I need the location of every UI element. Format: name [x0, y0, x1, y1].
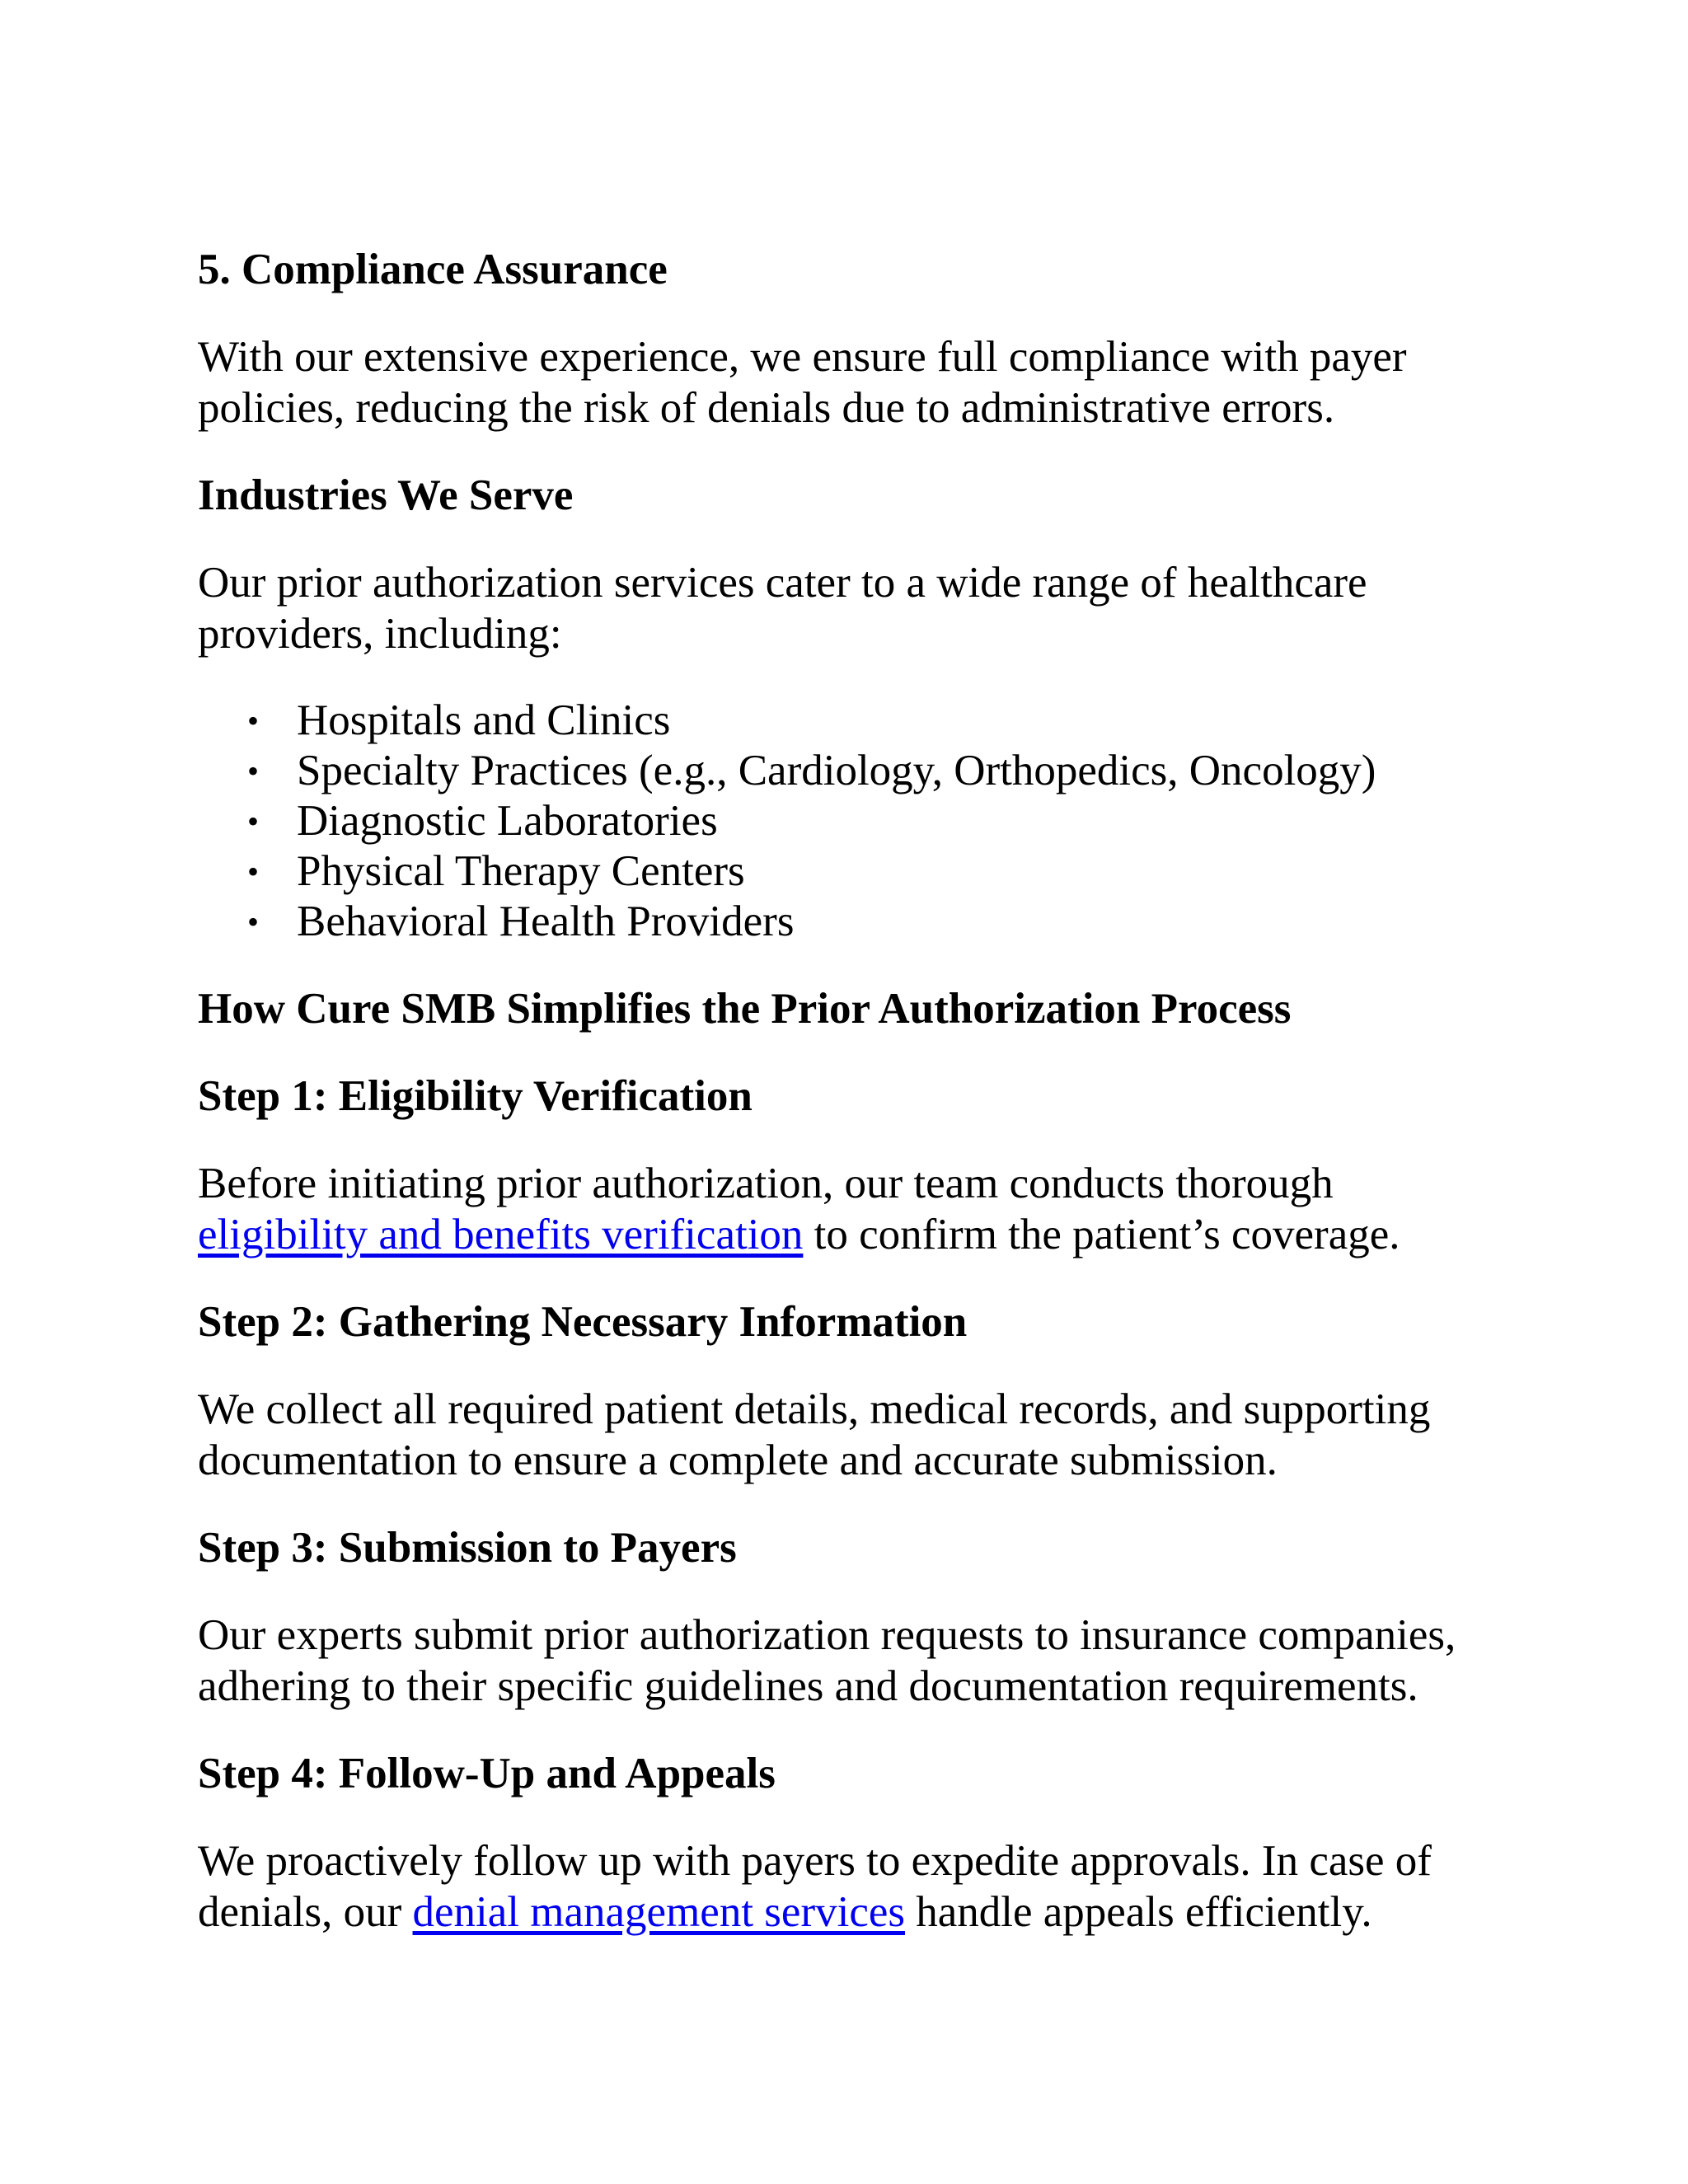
- step4-heading: Step 4: Follow-Up and Appeals: [198, 1750, 776, 1797]
- bullet-icon: •: [247, 803, 260, 840]
- list-item: [198, 897, 1500, 947]
- industries-list: [198, 696, 1500, 947]
- step4-text: [198, 1835, 1500, 1938]
- step1-heading: Step 1: Eligibility Verification: [198, 1072, 753, 1120]
- document-page: [198, 244, 1500, 1974]
- list-item: [198, 846, 1500, 897]
- compliance-heading: 5. Compliance Assurance: [198, 246, 668, 293]
- industries-intro: Our prior authorization services cater to a wide range of healthcare providers, including:: [198, 559, 1367, 658]
- bullet-icon: •: [247, 752, 260, 790]
- industries-heading: Industries We Serve: [198, 471, 574, 519]
- list-item-label: Specialty Practices (e.g., Cardiology, Orthopedics, Oncology): [297, 747, 1376, 794]
- step1-text: [198, 1158, 1500, 1260]
- step1-text-after: to confirm the patient’s coverage.: [803, 1211, 1400, 1258]
- list-item-label: Physical Therapy Centers: [297, 847, 745, 895]
- step2-text: We collect all required patient details, medical records, and supporting documentation to ensure a complete and accurate submission.: [198, 1385, 1431, 1484]
- compliance-text: With our extensive experience, we ensure full compliance with payer policies, reducing the risk of denials due to administrative errors.: [198, 333, 1407, 432]
- denial-management-link[interactable]: denial management services: [412, 1888, 905, 1936]
- list-item-label: Diagnostic Laboratories: [297, 797, 718, 845]
- step4-text-after: handle appeals efficiently.: [905, 1888, 1372, 1936]
- process-heading: How Cure SMB Simplifies the Prior Authorization Process: [198, 985, 1292, 1033]
- step3-heading: Step 3: Submission to Payers: [198, 1524, 737, 1572]
- list-item-label: Hospitals and Clinics: [297, 696, 671, 744]
- bullet-icon: •: [247, 702, 260, 739]
- list-item: [198, 746, 1500, 796]
- list-item-label: Behavioral Health Providers: [297, 898, 795, 945]
- eligibility-verification-link[interactable]: eligibility and benefits verification: [198, 1211, 804, 1258]
- step3-text: Our experts submit prior authorization requests to insurance companies, adhering to their specific guidelines and documentation requirements.: [198, 1611, 1456, 1710]
- list-item: [198, 796, 1500, 846]
- step1-text-before: Before initiating prior authorization, our team conducts thorough: [198, 1160, 1334, 1207]
- list-item: [198, 696, 1500, 746]
- bullet-icon: •: [247, 903, 260, 940]
- step4-text-before: We proactively follow up with payers to expedite approvals. In case of denials, our: [198, 1837, 1432, 1936]
- step2-heading: Step 2: Gathering Necessary Information: [198, 1298, 968, 1346]
- bullet-icon: •: [247, 853, 260, 890]
